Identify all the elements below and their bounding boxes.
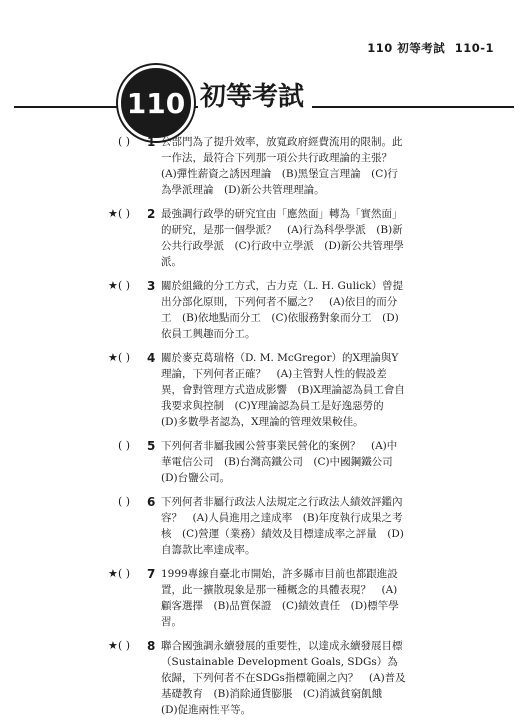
star-icon: ★	[108, 279, 118, 292]
question-number: 7	[147, 567, 156, 581]
star-icon: ★	[108, 207, 118, 220]
answer-blank: ( )	[118, 439, 131, 452]
question-item	[0, 206, 520, 270]
question-text: 最強調行政學的研究宜由「應然面」轉為「實然面」的研究，是那一個學派？ (A)行為科學學派 (B)新公共行政學派 (C)行政中立學派 (D)新公共管理學派。	[161, 208, 404, 268]
answer-blank: ( )	[118, 495, 131, 508]
question-text: 聯合國強調永續發展的重要性，以達成永續發展目標（Sustainable Development Goals, SDGs）為依歸，下列何者不在SDGs指標範圍之內？ (A)普及基礎教育 (B)消除通貨膨脹 (C)消滅貧窮飢餓 (D)促進兩性平等。	[161, 640, 406, 716]
question-item	[0, 438, 520, 486]
question-number: 2	[147, 207, 156, 221]
answer-blank: ( )	[118, 639, 131, 652]
question-number: 1	[147, 135, 156, 149]
question-number: 6	[147, 495, 156, 509]
answer-blank: ( )	[118, 135, 131, 148]
year-number: 110	[126, 86, 186, 120]
question-item	[0, 494, 520, 558]
question-text: 下列何者非屬行政法人法規定之行政法人績效評鑑內容？ (A)人員進用之達成率 (B)年度執行成果之考核 (C)營運（業務）績效及目標達成率之評量 (D)自籌款比率達成率。	[161, 496, 404, 556]
question-text: 關於麥克葛瑞格（D. M. McGregor）的X理論與Y理論，下列何者正確？ (A)主管對人性的假設差異，會對管理方式造成影響 (B)X理論認為員工會自我要求與控制 (C)Y理論認為員工是好逸惡勞的 (D)多數學者認為，X理論的管理效果較佳。	[161, 352, 405, 428]
question-item	[0, 350, 520, 430]
question-text: 關於組織的分工方式，古力克（L. H. Gulick）曾提出分部化原則，下列何者不屬之？ (A)依目的而分工 (B)依地點而分工 (C)依服務對象而分工 (D)依員工興趣而分工。	[161, 280, 404, 340]
question-number: 3	[147, 279, 156, 293]
section-title	[14, 62, 514, 138]
question-number: 8	[147, 639, 156, 653]
question-list	[0, 134, 520, 726]
answer-blank: ( )	[118, 351, 131, 364]
chapter-title: 110 初等考試	[367, 41, 446, 55]
answer-blank: ( )	[118, 279, 131, 292]
question-text: 下列何者非屬我國公營事業民營化的案例？ (A)中華電信公司 (B)台灣高鐵公司 (C)中國鋼鐵公司 (D)台鹽公司。	[161, 440, 404, 484]
question-number: 4	[147, 351, 156, 365]
question-number: 5	[147, 439, 156, 453]
star-icon: ★	[108, 351, 118, 364]
star-icon: ★	[108, 639, 118, 652]
question-item	[0, 638, 520, 718]
question-text: 1999專線自臺北市開始，許多縣市目前也都跟進設置，此一擴散現象是那一種概念的具體表現？ (A)顧客選擇 (B)品質保證 (C)績效責任 (D)標竿學習。	[161, 568, 399, 628]
question-item	[0, 134, 520, 198]
answer-blank: ( )	[118, 207, 131, 220]
page-ref: 110-1	[454, 41, 494, 55]
exam-title: 初等考試	[198, 76, 312, 113]
star-icon: ★	[108, 567, 118, 580]
question-text: 公部門為了提升效率，放寬政府經費流用的限制。此一作法，最符合下列那一項公共行政理論的主張？ (A)彈性薪資之誘因理論 (B)黑堡宣言理論 (C)行為學派理論 (D)新公共管理理論。	[161, 136, 403, 196]
running-head	[362, 40, 494, 56]
answer-blank: ( )	[118, 567, 131, 580]
question-item	[0, 566, 520, 630]
question-item	[0, 278, 520, 342]
